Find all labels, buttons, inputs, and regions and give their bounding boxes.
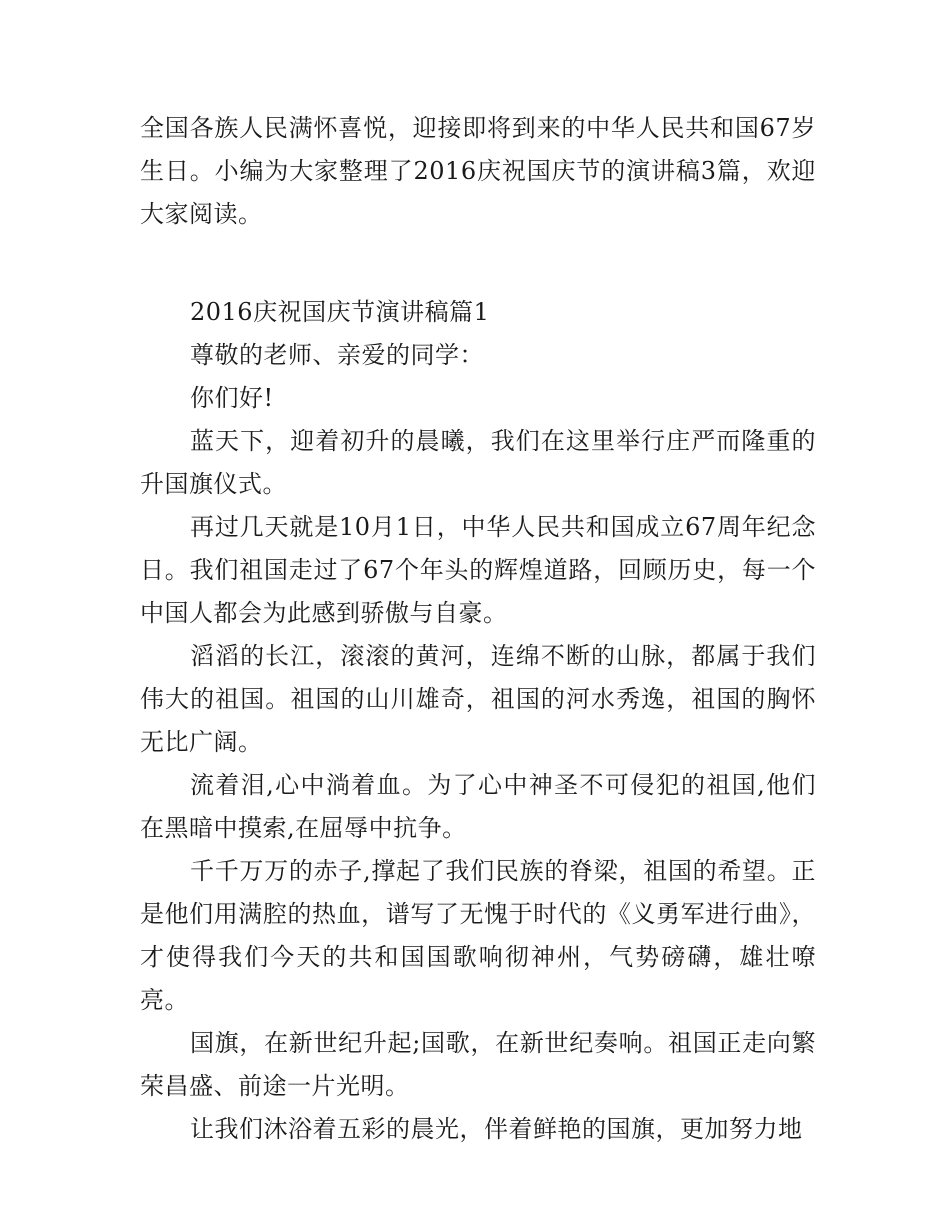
document-body [140, 107, 816, 1151]
intro-paragraph: 全国各族人民满怀喜悦，迎接即将到来的中华人民共和国67岁生日。小编为大家整理了2016庆祝国庆节的演讲稿3篇，欢迎大家阅读。 [140, 114, 816, 228]
greeting: 你们好! [190, 384, 274, 412]
body-paragraph: 流着泪,心中淌着血。为了心中神圣不可侵犯的祖国,他们在黑暗中摸索,在屈辱中抗争。 [140, 771, 816, 842]
salutation: 尊敬的老师、亲爱的同学： [190, 341, 484, 369]
body-paragraph: 国旗，在新世纪升起;国歌，在新世纪奏响。祖国正走向繁荣昌盛、前途一片光明。 [140, 1029, 816, 1100]
body-paragraph: 再过几天就是10月1日，中华人民共和国成立67周年纪念日。我们祖国走过了67个年头的辉煌道路，回顾历史，每一个中国人都会为此感到骄傲与自豪。 [140, 513, 816, 627]
body-paragraph: 千千万万的赤子,撑起了我们民族的脊梁，祖国的希望。正是他们用满腔的热血，谱写了无愧于时代的《义勇军进行曲》，才使得我们今天的共和国国歌响彻神州，气势磅礴，雄壮嘹亮。 [140, 857, 816, 1014]
section-spacer [140, 236, 816, 291]
section-title: 2016庆祝国庆节演讲稿篇1 [190, 298, 490, 326]
body-paragraph: 蓝天下，迎着初升的晨曦，我们在这里举行庄严而隆重的升国旗仪式。 [140, 427, 816, 498]
body-paragraph: 滔滔的长江，滚滚的黄河，连绵不断的山脉，都属于我们伟大的祖国。祖国的山川雄奇，祖国的河水秀逸，祖国的胸怀无比广阔。 [140, 642, 816, 756]
body-paragraph: 让我们沐浴着五彩的晨光，伴着鲜艳的国旗，更加努力地 [190, 1115, 803, 1143]
